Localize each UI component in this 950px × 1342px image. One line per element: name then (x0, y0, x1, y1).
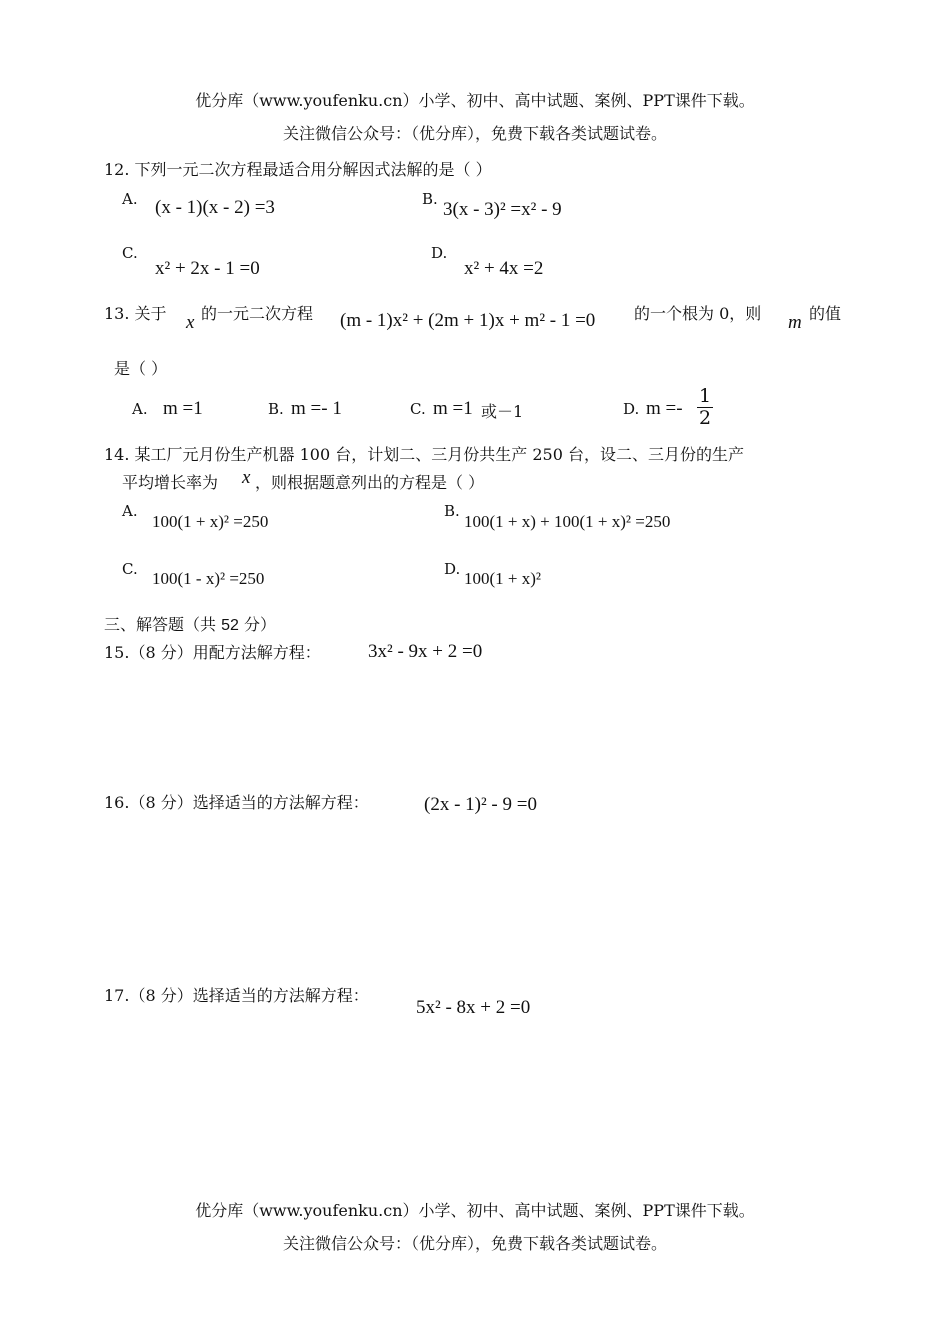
q13-stem-b: 的一元二次方程 (201, 304, 314, 323)
section-3-heading (104, 612, 276, 635)
q14-option-b-label: B. (444, 502, 460, 520)
q13-option-d-fraction (697, 386, 713, 429)
q16-stem: 16.（8 分）选择适当的方法解方程： (104, 793, 369, 812)
q13-option-c-suffix: 或－1 (481, 402, 524, 421)
header-line-2: 关注微信公众号：（优分库），免费下载各类试题试卷。 (282, 124, 667, 143)
q14-option-b-expr: 100(1 + x) + 100(1 + x)² =250 (464, 512, 671, 531)
q13-option-c-expr: m =1 (433, 398, 473, 419)
q17-stem: 17.（8 分）选择适当的方法解方程： (104, 986, 369, 1005)
q12-option-c-expr: x² + 2x - 1 =0 (155, 258, 260, 279)
q13-option-a-expr: m =1 (163, 398, 203, 419)
q13-option-b-label: B. (268, 400, 284, 418)
q13-stem-c: 的一个根为 0，则 (634, 304, 762, 323)
q12-stem: 12. 下列一元二次方程最适合用分解因式法解的是（ ） (104, 160, 492, 179)
q13-var-m: m (788, 312, 802, 333)
footer-line-2: 关注微信公众号：（优分库），免费下载各类试题试卷。 (282, 1234, 667, 1253)
q15-expr: 3x² - 9x + 2 =0 (368, 641, 483, 662)
q14-option-d-expr: 100(1 + x)² (464, 569, 542, 588)
q13-stem-d: 的值 (809, 304, 842, 323)
q16-expr: (2x - 1)² - 9 =0 (424, 794, 537, 815)
q14-option-a-expr: 100(1 + x)² =250 (152, 512, 269, 531)
q14-var-x: x (242, 467, 251, 488)
header-line-1: 优分库（www.youfenku.cn）小学、初中、高中试题、案例、PPT课件下载。 (195, 91, 755, 110)
q12-option-d-expr: x² + 4x =2 (464, 258, 544, 279)
q13-option-a-label: A. (132, 400, 148, 418)
fraction-numerator: 1 (699, 385, 712, 407)
fraction-denominator: 2 (699, 407, 712, 429)
footer-line-1: 优分库（www.youfenku.cn）小学、初中、高中试题、案例、PPT课件下载。 (195, 1201, 755, 1220)
section-3-prefix: 三、解答题（共 (104, 615, 222, 634)
q14-option-a-label: A. (122, 502, 138, 520)
q14-option-c-expr: 100(1 - x)² =250 (152, 569, 265, 588)
q14-option-d-label: D. (444, 560, 461, 578)
section-3-suffix: 分） (238, 615, 276, 634)
q14-stem-line-2b: ，则根据题意列出的方程是（ ） (255, 473, 485, 492)
q12-option-a-label: A. (122, 190, 138, 208)
q14-option-c-label: C. (122, 560, 138, 578)
q17-expr: 5x² - 8x + 2 =0 (416, 997, 531, 1018)
q13-option-b-expr: m =- 1 (291, 398, 342, 419)
q13-equation: (m - 1)x² + (2m + 1)x + m² - 1 =0 (340, 310, 596, 331)
q13-stem-a: 13. 关于 (104, 304, 167, 323)
q13-option-d-expr: m =- (646, 398, 683, 419)
q12-option-c-label: C. (122, 244, 138, 262)
q13-var-x: x (186, 312, 195, 333)
q13-stem-e: 是（ ） (114, 359, 168, 378)
q15-stem: 15.（8 分）用配方法解方程： (104, 643, 321, 662)
q13-option-d-label: D. (623, 400, 640, 418)
q12-option-b-expr: 3(x - 3)² =x² - 9 (443, 199, 562, 220)
q14-stem-line-1: 14. 某工厂元月份生产机器 100 台，计划二、三月份共生产 250 台，设二、三月份的生产 (104, 445, 744, 464)
q14-stem-line-2a: 平均增长率为 (122, 473, 219, 492)
q12-option-b-label: B. (422, 190, 438, 208)
q12-option-a-expr: (x - 1)(x - 2) =3 (155, 197, 275, 218)
section-3-points: 52 (221, 617, 239, 634)
q13-option-c-label: C. (410, 400, 426, 418)
q12-option-d-label: D. (431, 244, 448, 262)
